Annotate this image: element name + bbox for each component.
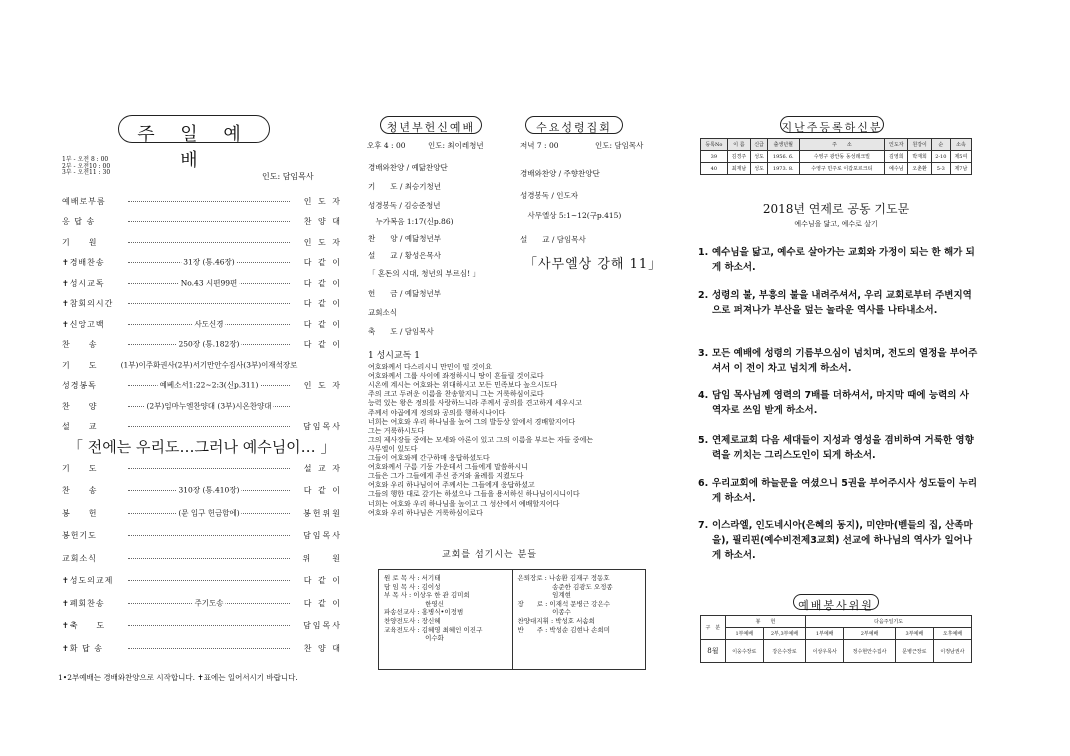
- staff-line: 교육전도사 : 김혜영 최혜인 이진구: [384, 625, 483, 634]
- staff-line: 이수화: [384, 634, 444, 643]
- vol-subheader-cell: 1부예배: [806, 628, 844, 640]
- prayer-number: 3.: [698, 348, 709, 359]
- order-row: [62, 359, 342, 371]
- staff-title: 교회를 섬기시는 분들: [442, 550, 537, 560]
- order-leader: 인 도 자: [303, 237, 342, 247]
- order-label: 찬 양: [62, 401, 98, 411]
- order-dots: [128, 508, 290, 517]
- prayer-text: 연제로교회 다음 세대들이 지성과 영성을 겸비하여 거룩한 영향력을 끼치는 그리스도인이 되게 하소서.: [712, 435, 974, 461]
- vol-subheader-cell: 2부예배: [844, 628, 896, 640]
- staff-left: [379, 570, 512, 669]
- order-dots: [128, 648, 290, 649]
- youth-item: 「 혼돈의 시대, 청년의 부르심! 」: [368, 269, 481, 278]
- news-cell: 김경주: [727, 151, 750, 163]
- reading-line: 주께서 야곱에게 정의와 공의를 행하시나이다: [368, 408, 506, 417]
- order-detail: (문 입구 헌금함에): [178, 508, 240, 517]
- news-cell: 수영구 민주로 이갑포르크티: [799, 163, 885, 175]
- youth-item: 헌 금 / 예닮청년부: [368, 289, 442, 298]
- order-row: [62, 421, 342, 433]
- order-label: ✝성도의교제: [62, 576, 114, 585]
- order-leader: 인 도 자: [303, 196, 342, 206]
- order-dots: [128, 401, 290, 410]
- order-leader: 다 같 이: [303, 576, 342, 585]
- worship-footnote: 1•2부예배는 경배와찬양으로 시작합니다. ✝표에는 일어서시기 바랍니다.: [58, 673, 298, 682]
- order-label: ✝참회의시간: [62, 299, 114, 308]
- order-detail: (1부)이주화권사(2부)서기만안수집사(3부)이재석장로: [120, 360, 298, 369]
- order-row: [62, 339, 342, 351]
- order-leader: 다 같 이: [303, 278, 342, 288]
- order-dots: [128, 303, 290, 304]
- wednesday-leader: 인도: 담임목사: [595, 141, 644, 150]
- order-row: [62, 298, 342, 310]
- order-label: 응 답 송: [62, 217, 96, 226]
- reading-line: 여호와께서 구름 기둥 가운데서 그들에게 말씀하시니: [368, 463, 528, 472]
- reading-line: 여호와 우리 하나님은 거룩하심이로다: [368, 508, 483, 517]
- order-row: [62, 236, 342, 248]
- order-row: [62, 552, 342, 564]
- order-label: ✝폐회찬송: [62, 598, 105, 608]
- staff-line: 반 주 : 박성순 김현나 손희미: [517, 625, 611, 634]
- order-leader: 찬 양 대: [303, 643, 342, 653]
- order-leader: 위 원: [302, 553, 342, 563]
- order-detail: (2부)임마누엘찬양대 (3부)시온찬양대: [146, 401, 272, 410]
- order-dots: [128, 221, 290, 222]
- staff-line: 한영신: [384, 599, 444, 608]
- prayer-text: 담임 목사님께 영력의 7배를 더하셔서, 마지막 때에 능력의 사역자로 쓰임 받게 하소서.: [712, 390, 969, 416]
- news-header-cell: 등록No: [701, 139, 728, 151]
- order-leader: 찬 양 대: [303, 217, 342, 226]
- reading-title: 1 성시교독 1: [368, 351, 420, 361]
- order-dots: [128, 468, 290, 469]
- news-cell: 2-10: [931, 151, 950, 163]
- prayer-text: 성령의 불, 부흥의 불을 내려주셔서, 우리 교회로부터 주변지역으로 퍼져나가 부산을 덮는 놀라운 역사를 나타내소서.: [712, 290, 972, 316]
- order-dots: [128, 625, 290, 626]
- reading-line: 그는 거룩하시도다: [368, 426, 425, 435]
- service-times: [62, 157, 110, 177]
- order-label: ✝신앙고백: [62, 319, 105, 329]
- news-header-cell: 원강이: [908, 139, 931, 151]
- youth-leader: 인도: 최이레청년: [428, 141, 484, 150]
- wednesday-item: 성경봉독 / 인도자: [520, 191, 579, 200]
- news-cell: 오춘환: [908, 163, 931, 175]
- order-leader: 담임목사: [303, 422, 342, 431]
- reading-line: 여호와께서 그룹 사이에 좌정하시니 땅이 흔들릴 것이로다: [368, 372, 544, 381]
- order-detail: 주기도송: [194, 598, 224, 607]
- new-members-table: [700, 138, 972, 175]
- order-label: ✝축 도: [62, 621, 106, 630]
- order-row: [62, 380, 342, 392]
- order-label: 교회소식: [62, 553, 97, 563]
- order-dots: [128, 558, 290, 559]
- time-3: 3부 - 오전11 : 30: [62, 169, 111, 176]
- prayer-text: 예수님을 닮고, 예수로 살아가는 교회와 가정이 되는 한 해가 되게 하소서.: [712, 247, 975, 273]
- prayer-item: [698, 518, 978, 563]
- staff-line: 담 임 목 사 : 김이성: [384, 582, 441, 591]
- order-leader: 인 도 자: [303, 381, 342, 390]
- prayer-item: [698, 346, 978, 376]
- news-header-cell: 주 소: [799, 139, 885, 151]
- staff-line: 송준한 김광도 오정종: [517, 582, 613, 591]
- responsive-reading: [368, 352, 653, 518]
- prayer-number: 1.: [698, 247, 709, 258]
- prayer-text: 이스라엘, 인도네시아(은혜의 동지), 미얀마(벧들의 집, 산족마을), 필리핀(예수비전제3교회) 선교에 하나님의 역사가 일어나게 하소서.: [712, 520, 973, 561]
- youth-item: 경배와찬양 / 예닮찬양단: [368, 163, 448, 172]
- prayer-subtitle: 예수님을 닮고, 예수로 살기: [794, 220, 878, 228]
- news-cell: 39: [701, 151, 728, 163]
- order-row: [62, 462, 342, 474]
- news-body: [701, 151, 972, 175]
- order-row: [62, 400, 342, 412]
- order-leader: 담임목사: [303, 531, 342, 540]
- news-title: 지난주등록하신분: [780, 116, 884, 133]
- youth-item: 누가복음 1:17(신p.86): [368, 217, 454, 226]
- reading-line: 능력 있는 왕은 정의를 사랑하느니라 주께서 공의를 견고하게 세우시고: [368, 399, 582, 408]
- vol-month: 8월: [701, 640, 726, 663]
- vol-value-cell: 문병근장로: [895, 640, 933, 663]
- worship-officiant: 인도: 담임목사: [262, 172, 314, 181]
- order-label: 봉헌기도: [62, 531, 97, 540]
- order-detail: 310장 (통.410장): [178, 485, 240, 495]
- news-cell: 5-3: [931, 163, 950, 175]
- staff-line: 파송선교사 : 홍병식•이정범: [384, 608, 464, 617]
- staff-line: 부 목 사 : 이상우 한 관 김미희: [384, 591, 470, 600]
- order-row: [62, 620, 342, 632]
- order-label: 봉 헌: [62, 508, 98, 518]
- order-row: [62, 216, 342, 228]
- youth-item: 기 도 / 최승기청년: [368, 182, 442, 191]
- volunteers-title: 예배봉사위원: [793, 594, 879, 610]
- reading-line: 그들의 행한 대로 갚기는 하셨으나 그들을 용서하신 하나님이시니이다: [368, 490, 580, 499]
- order-dots: [128, 598, 290, 607]
- order-label: 예배로부름: [62, 196, 106, 206]
- order-leader: 다 같 이: [303, 299, 342, 308]
- news-cell: 예수님: [885, 163, 908, 175]
- prayer-number: 2.: [698, 290, 709, 301]
- prayer-item: [698, 433, 978, 463]
- wednesday-item: 설 교 / 담임목사: [520, 235, 586, 244]
- wednesday-item: 사무엘상 5:1~12(구p.415): [520, 211, 622, 220]
- news-cell: 김영희: [885, 151, 908, 163]
- order-leader: 담임목사: [303, 621, 342, 630]
- staff-line: 찬양대지휘 : 박성호 서솜희: [517, 616, 595, 625]
- prayer-number: 5.: [698, 435, 709, 446]
- order-leader: 다 같 이: [303, 319, 342, 329]
- vol-offering-header: 봉 헌: [725, 616, 805, 628]
- order-row: [62, 530, 342, 542]
- staff-line: 원 로 목 사 : 서기태: [384, 574, 441, 582]
- news-cell: 성도: [751, 151, 768, 163]
- order-detail: No.43 시편99편: [180, 278, 238, 287]
- news-header-row: [701, 139, 972, 151]
- news-header-cell: 순: [931, 139, 950, 151]
- news-cell: 박재희: [908, 151, 931, 163]
- staff-line: 장 로 : 이재석 문병근 강은수: [517, 599, 611, 608]
- vol-value-cell: 정수현안수집사: [844, 640, 896, 663]
- order-row: [62, 575, 342, 587]
- vol-group-header: 구 분: [701, 616, 726, 640]
- youth-item: 축 도 / 담임목사: [368, 327, 434, 336]
- wednesday-item: 경배와찬양 / 주향찬양단: [520, 169, 600, 178]
- youth-item: 설 교 / 황성은목사: [368, 251, 442, 260]
- order-row: [62, 277, 342, 289]
- prayer-item: [698, 288, 978, 318]
- news-cell: 성도: [751, 163, 768, 175]
- time-1: 1부 - 오전 8 : 00: [62, 156, 109, 163]
- order-row: [62, 642, 342, 654]
- news-header-cell: 신급: [751, 139, 768, 151]
- youth-item: 교회소식: [368, 308, 397, 317]
- news-cell: 최재남: [727, 163, 750, 175]
- order-label: 기 도: [62, 463, 98, 473]
- news-header-cell: 출생년월: [767, 139, 799, 151]
- news-header-cell: 인도자: [885, 139, 908, 151]
- reading-line: 여호와 우리 하나님이여 주께서는 그들에게 응답하셨고: [368, 481, 535, 490]
- staff-line: 임계현: [517, 591, 571, 600]
- order-detail: 250장 (통.182장): [178, 339, 240, 349]
- order-dots: [120, 360, 298, 369]
- prayer-item: [698, 245, 978, 275]
- order-detail: 31장 (통.46장): [183, 257, 235, 267]
- sermon-title: 「 전에는 우리도…그러나 예수님이… 」: [68, 438, 336, 456]
- order-label: 찬 송: [62, 340, 98, 349]
- order-dots: [128, 535, 290, 536]
- vol-subheader-cell: 3부예배: [895, 628, 933, 640]
- order-row: [62, 195, 342, 207]
- wednesday-time: 저녁 7 : 00: [520, 141, 559, 150]
- news-header-cell: 이 름: [727, 139, 750, 151]
- prayer-title: 2018년 연제로 공동 기도문: [762, 202, 910, 216]
- order-dots: [128, 580, 290, 581]
- order-detail: 사도신경: [194, 319, 224, 328]
- order-label: 설 교: [62, 422, 98, 431]
- order-label: ✝성시교독: [62, 278, 105, 288]
- order-row: [62, 257, 342, 269]
- prayer-number: 6.: [698, 478, 709, 489]
- order-row: [62, 507, 342, 519]
- staff-line: 은퇴장로 : 나송환 김재구 정동호: [517, 574, 610, 582]
- order-label: 찬 송: [62, 486, 98, 495]
- order-row: [62, 485, 342, 497]
- time-2: 2부 - 오전10 : 00: [62, 162, 111, 170]
- reading-line: 여호와께서 다스리시니 만민이 떨 것이요: [368, 363, 492, 372]
- order-row: [62, 318, 342, 330]
- youth-title: 청년부헌신예배: [380, 116, 482, 134]
- news-header-cell: 소속: [950, 139, 971, 151]
- order-row: [62, 597, 342, 609]
- order-dots: [128, 319, 290, 328]
- vol-value-cell: 이웅수장로: [725, 640, 763, 663]
- order-leader: 설 교 자: [303, 463, 342, 473]
- news-cell: 제7남: [950, 163, 971, 175]
- wednesday-title: 수요성령집회: [525, 116, 623, 134]
- youth-item: 찬 양 / 예닮청년부: [368, 234, 442, 243]
- vol-subheader-cell: 1부예배: [725, 628, 763, 640]
- order-leader: 다 같 이: [303, 486, 342, 495]
- order-dots: [128, 201, 290, 202]
- order-leader: 봉헌위원: [303, 508, 342, 518]
- wednesday-sermon: 「사무엘상 강해 11」: [524, 257, 663, 272]
- vol-values-row: [701, 640, 972, 663]
- worship-title: 주 일 예 배: [118, 115, 270, 143]
- order-label: 기 도: [62, 360, 98, 370]
- youth-time: 오후 4 : 00: [367, 141, 406, 150]
- vol-value-cell: 이상우목사: [806, 640, 844, 663]
- news-cell: 수영구 광안동 동성래크빌: [799, 151, 885, 163]
- order-label: 성경봉독: [62, 381, 97, 390]
- vol-header-row: [701, 616, 972, 628]
- order-leader: 다 같 이: [303, 258, 342, 267]
- order-label: ✝화 답 송: [62, 643, 103, 653]
- prayer-text: 모든 예배에 성령의 기름부으심이 넘치며, 전도의 열정을 부어주셔서 이 전이 차고 넘치게 하소서.: [712, 348, 978, 374]
- vol-value-cell: 이정남권사: [933, 640, 971, 663]
- staff-box: [378, 569, 646, 670]
- youth-item: 성경봉독 / 김승준청년: [368, 201, 441, 210]
- staff-line: 이종수: [517, 608, 571, 617]
- order-dots: [128, 278, 290, 287]
- staff-right: [512, 570, 646, 669]
- order-dots: [128, 380, 290, 390]
- volunteers-table: [700, 615, 972, 663]
- order-label: 기 원: [62, 237, 98, 247]
- reading-line: 그들은 그가 그들에게 주신 증거와 율례를 지켰도다: [368, 472, 524, 481]
- staff-line: 찬양전도사 : 장신혜: [384, 616, 441, 625]
- reading-line: 시온에 계시는 여호와는 위대하시고 모든 민족보다 높으시도다: [368, 381, 558, 390]
- prayer-number: 4.: [698, 390, 709, 401]
- order-leader: 다 같 이: [303, 340, 342, 349]
- vol-subheader-row: [701, 628, 972, 640]
- table-row: [701, 151, 972, 163]
- order-detail: 예베소서1:22~2:3(신p.311): [159, 380, 259, 390]
- prayer-number: 7.: [698, 520, 709, 531]
- reading-line: 너희는 여호와 우리 하나님을 높여 그의 발등상 앞에서 경배할지어다: [368, 417, 576, 426]
- news-cell: 1956. 6.: [767, 151, 799, 163]
- reading-line: 너희는 여호와 우리 하나님을 높이고 그 성산에서 예배할지어다: [368, 499, 560, 508]
- prayer-text: 우리교회에 하늘문을 여셨으니 5권을 부어주시사 성도들이 누리게 하소서.: [712, 478, 978, 504]
- vol-subheader-cell: 오후예배: [933, 628, 971, 640]
- news-cell: 제5여: [950, 151, 971, 163]
- vol-prayer-header: 다음주일기도: [806, 616, 972, 628]
- vol-value-cell: 강은수장로: [763, 640, 805, 663]
- order-dots: [128, 485, 290, 495]
- order-leader: 다 같 이: [303, 598, 342, 608]
- order-dots: [128, 426, 290, 427]
- reading-lines: [368, 363, 653, 518]
- reading-line: 그의 제사장들 중에는 모세와 아론이 있고 그의 이름을 부르는 자들 중에는: [368, 435, 594, 444]
- reading-line: 주의 크고 두려운 이름을 찬송할지니 그는 거룩하심이로다: [368, 390, 544, 399]
- reading-line: 사무엘이 있도다: [368, 444, 418, 453]
- reading-line: 그들이 여호와께 간구하매 응답하셨도다: [368, 454, 490, 463]
- table-row: [701, 163, 972, 175]
- order-dots: [128, 257, 290, 267]
- vol-subheader-cell: 2부,3부예배: [763, 628, 805, 640]
- news-cell: 1973. 8.: [767, 163, 799, 175]
- prayer-item: [698, 388, 978, 418]
- order-dots: [128, 242, 290, 243]
- prayer-item: [698, 476, 978, 506]
- order-label: ✝경배찬송: [62, 258, 105, 267]
- order-dots: [128, 339, 290, 349]
- news-cell: 40: [701, 163, 728, 175]
